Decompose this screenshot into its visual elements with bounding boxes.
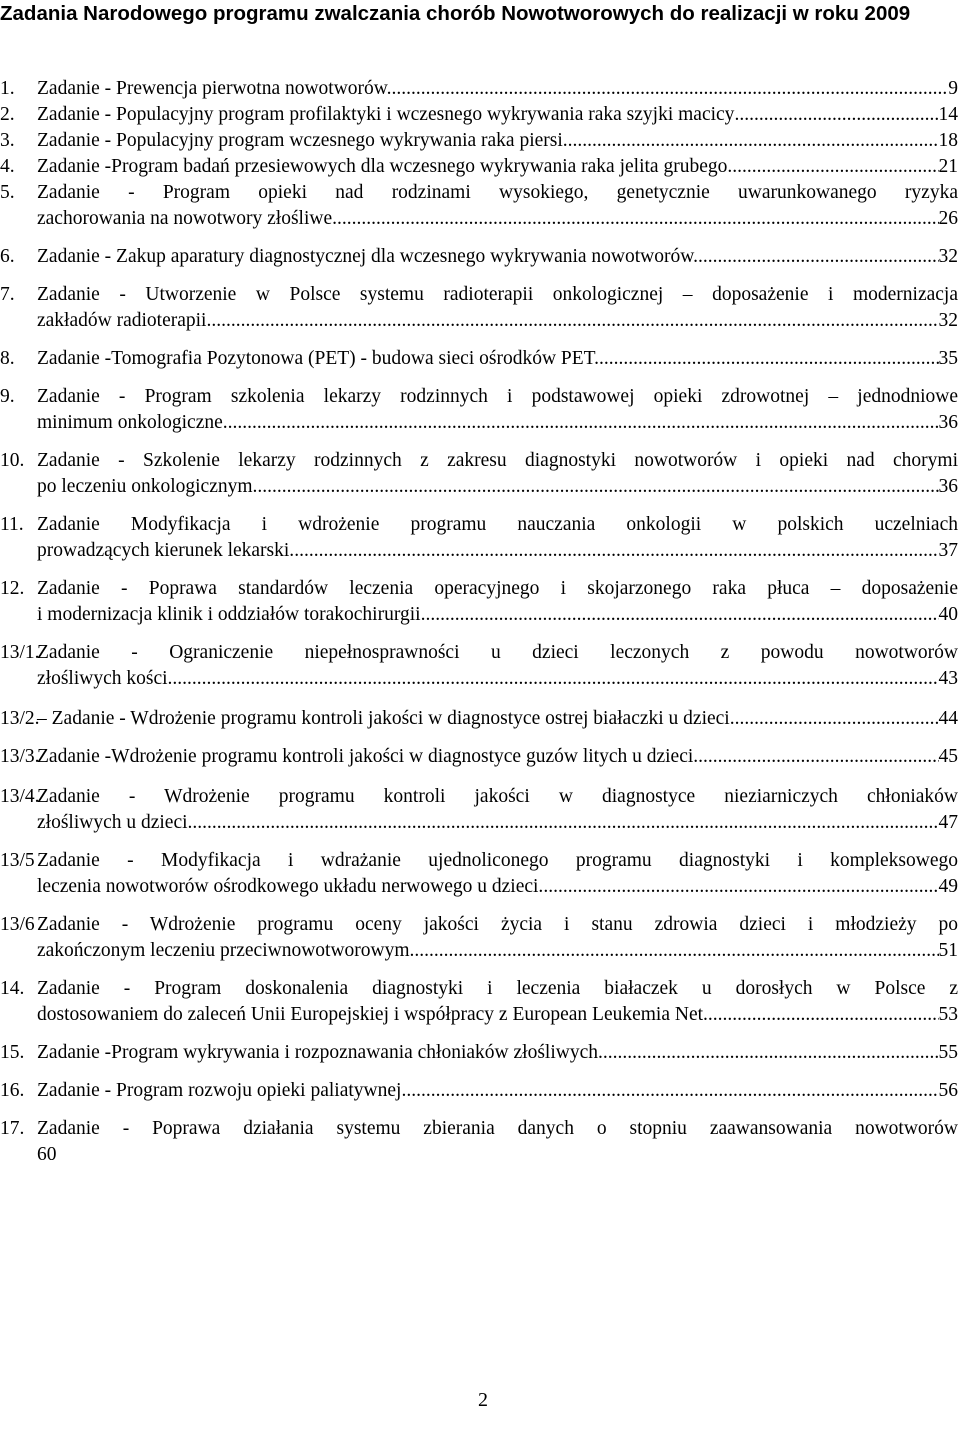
toc-entry-body bbox=[37, 1116, 958, 1168]
toc-entry-body bbox=[37, 512, 958, 564]
dot-leader bbox=[598, 1040, 939, 1066]
toc-entry-title: Zadanie - Program rozwoju opieki paliatywnej bbox=[37, 1080, 402, 1101]
toc-entry-last-line bbox=[37, 938, 958, 964]
toc-entry bbox=[0, 180, 958, 232]
toc-entry-number: 6. bbox=[0, 246, 15, 267]
dot-leader bbox=[332, 206, 938, 232]
toc-entry-number: 10. bbox=[0, 450, 25, 471]
table-of-contents bbox=[0, 76, 958, 1168]
toc-entry-last-line bbox=[37, 128, 958, 154]
toc-entry-number: 13/2. bbox=[0, 708, 40, 729]
dot-leader bbox=[425, 602, 938, 628]
toc-entry-title: – Zadanie - Wdrożenie programu kontroli jakości w diagnostyce ostrej białaczki u dzieci. bbox=[37, 708, 735, 729]
toc-entry bbox=[0, 512, 958, 564]
toc-entry-last-line bbox=[37, 76, 958, 102]
toc-entry bbox=[0, 282, 958, 334]
toc-entry-number: 1. bbox=[0, 78, 15, 99]
toc-entry bbox=[0, 244, 958, 270]
page-number: 2 bbox=[478, 1389, 488, 1411]
toc-entry-last-line bbox=[37, 102, 958, 128]
toc-entry-title: i modernizacja klinik i oddziałów torakochirurgii. bbox=[37, 604, 426, 625]
toc-entry-page: 21 bbox=[938, 156, 958, 177]
toc-entry bbox=[0, 848, 958, 900]
toc-entry bbox=[0, 102, 958, 128]
toc-entry-body bbox=[37, 282, 958, 334]
toc-entry-title: leczenia nowotworów ośrodkowego układu nerwowego u dzieci. bbox=[37, 876, 544, 897]
toc-entry-number: 11. bbox=[0, 514, 24, 535]
toc-entry-page: 32 bbox=[938, 310, 958, 331]
toc-entry bbox=[0, 128, 958, 154]
toc-entry bbox=[0, 640, 958, 692]
toc-entry-number: 7. bbox=[0, 284, 15, 305]
toc-entry-title: złośliwych u dzieci. bbox=[37, 812, 193, 833]
toc-entry-title: zakończonym leczeniu przeciwnowotworowym bbox=[37, 940, 410, 961]
toc-entry-body bbox=[37, 128, 958, 154]
dot-leader bbox=[563, 128, 939, 154]
toc-entry-title: zachorowania na nowotwory złośliwe bbox=[37, 208, 333, 229]
toc-entry-title: Zadanie -Program badań przesiewowych dla wczesnego wykrywania raka jelita grubego bbox=[37, 156, 728, 177]
toc-entry-last-line bbox=[37, 206, 958, 232]
toc-entry-last-line bbox=[37, 154, 958, 180]
toc-entry-last-line bbox=[37, 474, 958, 500]
toc-entry-body bbox=[37, 848, 958, 900]
toc-entry-body bbox=[37, 912, 958, 964]
toc-entry-title-line: Zadanie Modyfikacja i wdrożenie programu nauczania onkologii w polskich uczelniach bbox=[37, 514, 958, 535]
dot-leader bbox=[708, 1002, 939, 1028]
toc-entry-last-line bbox=[37, 1142, 958, 1168]
dot-leader bbox=[401, 1078, 938, 1104]
dot-leader bbox=[727, 154, 938, 180]
toc-entry-number: 15. bbox=[0, 1042, 25, 1063]
toc-entry-number: 13/5 bbox=[0, 850, 35, 871]
toc-entry-page: 45 bbox=[938, 746, 958, 767]
toc-entry-title: zakładów radioterapii. bbox=[37, 310, 212, 331]
document-heading: Zadania Narodowego programu zwalczania chorób Nowotworowych do realizacji w roku 2009 bbox=[0, 2, 911, 25]
dot-leader bbox=[211, 308, 938, 334]
toc-entry-title: Zadanie -Tomografia Pozytonowa (PET) - budowa sieci ośrodków PET. bbox=[37, 348, 600, 369]
toc-entry-body bbox=[37, 576, 958, 628]
toc-entry-body bbox=[37, 180, 958, 232]
toc-entry-number: 13/6 bbox=[0, 914, 35, 935]
toc-entry-body bbox=[37, 784, 958, 836]
toc-entry-last-line bbox=[37, 346, 958, 372]
dot-leader bbox=[735, 706, 939, 732]
toc-entry-number: 9. bbox=[0, 386, 15, 407]
toc-entry-page: 9 bbox=[948, 78, 958, 99]
toc-entry-last-line bbox=[37, 308, 958, 334]
dot-leader bbox=[734, 102, 938, 128]
toc-entry-body bbox=[37, 1040, 958, 1066]
dot-leader bbox=[599, 346, 938, 372]
toc-entry-last-line bbox=[37, 744, 958, 770]
toc-entry-title-line: Zadanie - Utworzenie w Polsce systemu radioterapii onkologicznej – doposażenie i modernizacja bbox=[37, 284, 958, 305]
toc-entry-title: Zadanie - Zakup aparatury diagnostycznej dla wczesnego wykrywania nowotworów. bbox=[37, 246, 698, 267]
toc-entry-last-line bbox=[37, 244, 958, 270]
toc-entry-title-line: Zadanie - Ograniczenie niepełnosprawności u dzieci leczonych z powodu nowotworów bbox=[37, 642, 958, 663]
toc-entry-title: minimum onkologiczne. bbox=[37, 412, 228, 433]
toc-entry bbox=[0, 1116, 958, 1168]
dot-leader bbox=[698, 744, 938, 770]
toc-entry-body bbox=[37, 976, 958, 1028]
toc-entry bbox=[0, 976, 958, 1028]
toc-entry-title: po leczeniu onkologicznym. bbox=[37, 476, 258, 497]
toc-entry-last-line bbox=[37, 666, 958, 692]
toc-entry-last-line bbox=[37, 874, 958, 900]
toc-entry-title-line: Zadanie - Program doskonalenia diagnostyki i leczenia białaczek u dorosłych w Polsce z bbox=[37, 978, 958, 999]
toc-entry-page: 36 bbox=[938, 412, 958, 433]
toc-entry-last-line bbox=[37, 1002, 958, 1028]
toc-entry-title: Zadanie - Populacyjny program profilaktyki i wczesnego wykrywania raka szyjki macicy bbox=[37, 104, 735, 125]
toc-entry-title: złośliwych kości. bbox=[37, 668, 173, 689]
toc-entry bbox=[0, 784, 958, 836]
toc-entry-page: 36 bbox=[938, 476, 958, 497]
toc-entry-title: Zadanie -Program wykrywania i rozpoznawania chłoniaków złośliwych bbox=[37, 1042, 598, 1063]
toc-entry-page: 14 bbox=[938, 104, 958, 125]
toc-entry bbox=[0, 576, 958, 628]
toc-entry-last-line bbox=[37, 810, 958, 836]
toc-entry-body bbox=[37, 744, 958, 770]
toc-entry-title: Zadanie - Prewencja pierwotna nowotworów. bbox=[37, 78, 392, 99]
toc-entry-body bbox=[37, 1078, 958, 1104]
toc-entry-body bbox=[37, 244, 958, 270]
toc-entry-number: 13/1. bbox=[0, 642, 40, 663]
toc-entry bbox=[0, 744, 958, 770]
toc-entry bbox=[0, 912, 958, 964]
toc-entry-body bbox=[37, 706, 958, 732]
toc-entry-number: 14. bbox=[0, 978, 25, 999]
toc-entry-last-line bbox=[37, 602, 958, 628]
toc-entry-page: 60 bbox=[37, 1144, 57, 1165]
toc-entry-body bbox=[37, 448, 958, 500]
toc-entry bbox=[0, 384, 958, 436]
dot-leader bbox=[543, 874, 938, 900]
toc-entry-body bbox=[37, 154, 958, 180]
dot-leader bbox=[257, 474, 938, 500]
dot-leader bbox=[192, 810, 938, 836]
toc-entry-number: 3. bbox=[0, 130, 15, 151]
toc-entry-page: 37 bbox=[938, 540, 958, 561]
toc-entry bbox=[0, 1078, 958, 1104]
toc-entry-page: 56 bbox=[938, 1080, 958, 1101]
toc-entry-last-line bbox=[37, 410, 958, 436]
toc-entry-title-line: Zadanie - Modyfikacja i wdrażanie ujednoliconego programu diagnostyki i kompleksowego bbox=[37, 850, 958, 871]
toc-entry-number: 13/4. bbox=[0, 786, 40, 807]
toc-entry-number: 8. bbox=[0, 348, 15, 369]
dot-leader bbox=[698, 244, 939, 270]
toc-entry bbox=[0, 1040, 958, 1066]
toc-entry-title-line: Zadanie - Wdrożenie programu kontroli jakości w diagnostyce nieziarniczych chłoniaków bbox=[37, 786, 958, 807]
toc-entry-page: 40 bbox=[938, 604, 958, 625]
toc-entry-page: 32 bbox=[938, 246, 958, 267]
toc-entry-title: prowadzących kierunek lekarski. bbox=[37, 540, 295, 561]
toc-entry-title-line: Zadanie - Wdrożenie programu oceny jakości życia i stanu zdrowia dzieci i młodzieży po bbox=[37, 914, 958, 935]
toc-entry-last-line bbox=[37, 1040, 958, 1066]
toc-entry-page: 18 bbox=[938, 130, 958, 151]
toc-entry-page: 26 bbox=[938, 208, 958, 229]
toc-entry-page: 51 bbox=[938, 940, 958, 961]
toc-entry-number: 17. bbox=[0, 1118, 25, 1139]
dot-leader bbox=[410, 938, 939, 964]
toc-entry-page: 53 bbox=[938, 1004, 958, 1025]
toc-entry-last-line bbox=[37, 1078, 958, 1104]
toc-entry-last-line bbox=[37, 538, 958, 564]
toc-entry-title-line: Zadanie - Poprawa działania systemu zbierania danych o stopniu zaawansowania nowotworów bbox=[37, 1118, 958, 1139]
toc-entry-number: 2. bbox=[0, 104, 15, 125]
dot-leader bbox=[392, 76, 949, 102]
toc-entry-title-line: Zadanie - Program szkolenia lekarzy rodzinnych i podstawowej opieki zdrowotnej – jednodniowe bbox=[37, 386, 958, 407]
toc-entry-number: 12. bbox=[0, 578, 25, 599]
toc-entry-body bbox=[37, 76, 958, 102]
toc-entry-page: 55 bbox=[938, 1042, 958, 1063]
toc-entry-title-line: Zadanie - Program opieki nad rodzinami wysokiego, genetycznie uwarunkowanego ryzyka bbox=[37, 182, 958, 203]
toc-entry-title-line: Zadanie - Poprawa standardów leczenia operacyjnego i skojarzonego raka płuca – doposażenie bbox=[37, 578, 958, 599]
toc-entry-page: 44 bbox=[938, 708, 958, 729]
toc-entry-title: dostosowaniem do zaleceń Unii Europejskiej i współpracy z European Leukemia Net. bbox=[37, 1004, 708, 1025]
toc-entry-number: 13/3. bbox=[0, 746, 40, 767]
toc-entry-title: Zadanie -Wdrożenie programu kontroli jakości w diagnostyce guzów litych u dzieci. bbox=[37, 746, 699, 767]
toc-entry bbox=[0, 154, 958, 180]
toc-entry-number: 16. bbox=[0, 1080, 25, 1101]
toc-entry-last-line bbox=[37, 706, 958, 732]
toc-entry-title: Zadanie - Populacyjny program wczesnego wykrywania raka piersi bbox=[37, 130, 563, 151]
toc-entry-number: 4. bbox=[0, 156, 15, 177]
toc-entry-body bbox=[37, 102, 958, 128]
toc-entry-number: 5. bbox=[0, 182, 15, 203]
toc-entry-page: 49 bbox=[938, 876, 958, 897]
dot-leader bbox=[294, 538, 938, 564]
toc-entry-page: 47 bbox=[938, 812, 958, 833]
toc-entry bbox=[0, 448, 958, 500]
dot-leader bbox=[228, 410, 939, 436]
toc-entry-page: 35 bbox=[938, 348, 958, 369]
dot-leader bbox=[172, 666, 938, 692]
toc-entry-page: 43 bbox=[938, 668, 958, 689]
toc-entry bbox=[0, 346, 958, 372]
toc-entry-body bbox=[37, 346, 958, 372]
toc-entry-body bbox=[37, 640, 958, 692]
toc-entry-body bbox=[37, 384, 958, 436]
toc-entry bbox=[0, 706, 958, 732]
toc-entry-title-line: Zadanie - Szkolenie lekarzy rodzinnych z zakresu diagnostyki nowotworów i opieki nad chorymi bbox=[37, 450, 958, 471]
toc-entry bbox=[0, 76, 958, 102]
